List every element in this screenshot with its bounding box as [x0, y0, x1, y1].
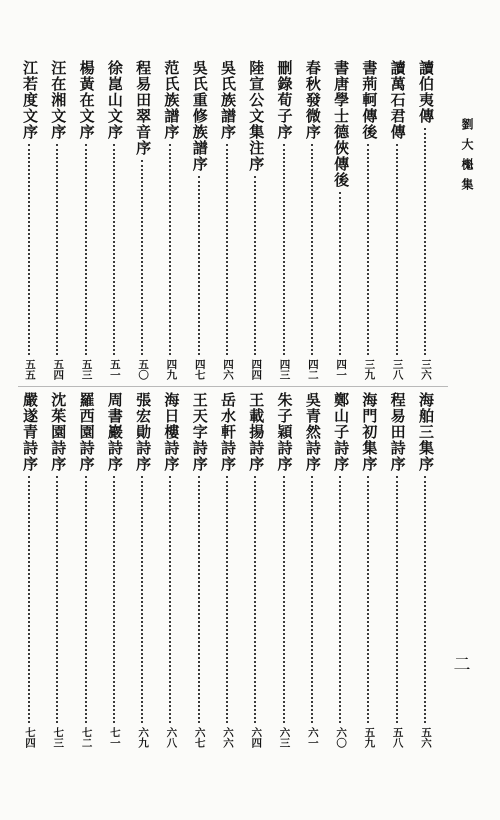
toc-entry	[273, 392, 297, 748]
toc-entry	[357, 392, 381, 748]
toc-entry-title: 沈茱園詩序	[49, 392, 68, 472]
toc-entry-page-number: 五三	[80, 359, 93, 380]
toc-entry	[244, 392, 268, 748]
toc-entry-page-number: 七一	[108, 727, 121, 748]
toc-leader-dots	[339, 476, 343, 723]
toc-leader-dots	[56, 476, 60, 723]
toc-entry	[18, 392, 42, 748]
toc-entry-page-number: 五九	[363, 727, 376, 748]
toc-entry-title: 嚴遂青詩序	[21, 392, 39, 472]
toc-entry-title: 楊黃在文序	[77, 60, 96, 140]
toc-leader-dots	[226, 144, 230, 355]
toc-leader-dots	[28, 144, 32, 355]
toc-leader-dots	[169, 144, 173, 355]
toc-entry	[244, 60, 268, 380]
toc-entry-page-number: 四一	[335, 359, 348, 380]
toc-leader-dots	[56, 144, 60, 355]
toc-lower-block	[18, 392, 438, 748]
toc-entry	[188, 392, 212, 748]
toc-entry-page-number: 七四	[24, 727, 36, 748]
toc-entry	[329, 60, 353, 380]
toc-entry-title: 鄭山子詩序	[332, 392, 351, 472]
toc-entry-page-number: 四四	[250, 359, 263, 380]
toc-leader-dots	[424, 476, 428, 723]
toc-leader-dots	[85, 144, 89, 355]
toc-entry-page-number: 七三	[52, 727, 65, 748]
toc-entry-page-number: 六九	[137, 727, 150, 748]
toc-entry-title: 海門初集序	[360, 392, 379, 472]
toc-entry-title: 春秋發微序	[303, 60, 322, 140]
toc-entry-page-number: 三九	[363, 359, 376, 380]
toc-entry-title: 周書巖詩序	[105, 392, 124, 472]
toc-entry	[329, 392, 353, 748]
toc-entry	[75, 392, 99, 748]
toc-entry-page-number: 六一	[306, 727, 319, 748]
toc-entry	[159, 60, 183, 380]
toc-leader-dots	[141, 160, 145, 355]
toc-leader-dots	[283, 476, 287, 723]
toc-entry-title: 羅西園詩序	[77, 392, 96, 472]
toc-leader-dots	[85, 476, 89, 723]
toc-leader-dots	[424, 128, 428, 355]
toc-leader-dots	[113, 476, 117, 723]
toc-entry-title: 吳氏重修族譜序	[190, 60, 209, 172]
toc-entry-title: 汪在湘文序	[49, 60, 68, 140]
toc-upper-columns	[18, 60, 438, 380]
toc-leader-dots	[198, 176, 202, 355]
toc-entry-page-number: 六八	[165, 727, 178, 748]
toc-leader-dots	[113, 144, 117, 355]
toc-entry	[18, 60, 42, 380]
toc-entry	[131, 392, 155, 748]
toc-upper-block	[18, 60, 438, 380]
toc-entry	[46, 60, 70, 380]
toc-entry	[386, 392, 410, 748]
toc-leader-dots	[254, 476, 258, 723]
toc-leader-dots	[169, 476, 173, 723]
toc-entry-page-number: 五一	[108, 359, 121, 380]
toc-entry-title: 陸宣公文集注序	[247, 60, 266, 172]
toc-entry-page-number: 五四	[52, 359, 65, 380]
toc-entry-title: 范氏族譜序	[162, 60, 181, 140]
toc-entry-title: 王天字詩序	[190, 392, 209, 472]
toc-entry	[131, 60, 155, 380]
toc-leader-dots	[396, 476, 400, 723]
toc-entry-page-number: 五五	[24, 359, 36, 380]
toc-leader-dots	[367, 476, 371, 723]
toc-entry	[414, 60, 438, 380]
toc-entry-page-number: 七二	[80, 727, 93, 748]
toc-entry	[46, 392, 70, 748]
toc-entry-page-number: 六〇	[335, 727, 348, 748]
toc-entry-page-number: 四七	[193, 359, 206, 380]
toc-leader-dots	[339, 192, 343, 355]
toc-entry-title: 程易田翠音序	[134, 60, 153, 156]
section-divider	[18, 386, 448, 387]
toc-entry-title: 讀伯夷傳	[416, 60, 435, 124]
toc-entry-page-number: 五六	[419, 727, 432, 748]
toc-entry-title: 刪錄荀子序	[275, 60, 294, 140]
toc-leader-dots	[367, 144, 371, 355]
page-folio-number: 二	[453, 655, 471, 675]
toc-entry-title: 書荊軻傳後	[360, 60, 379, 140]
toc-leader-dots	[311, 476, 315, 723]
toc-leader-dots	[141, 476, 145, 723]
toc-entry-page-number: 三六	[419, 359, 432, 380]
toc-entry-title: 讀萬石君傳	[388, 60, 407, 140]
toc-entry-title: 海舶三集序	[416, 392, 435, 472]
toc-leader-dots	[198, 476, 202, 723]
toc-entry	[103, 392, 127, 748]
toc-entry-title: 岳水軒詩序	[218, 392, 237, 472]
toc-leader-dots	[28, 476, 32, 723]
toc-entry-page-number: 五八	[391, 727, 404, 748]
toc-entry-page-number: 六六	[221, 727, 234, 748]
toc-entry-title: 張宏勛詩序	[134, 392, 153, 472]
toc-leader-dots	[396, 144, 400, 355]
toc-entry	[301, 60, 325, 380]
toc-leader-dots	[254, 176, 258, 355]
toc-entry	[103, 60, 127, 380]
toc-entry-title: 吳氏族譜序	[218, 60, 237, 140]
toc-entry-title: 王載揚詩序	[247, 392, 266, 472]
toc-entry-page-number: 四二	[306, 359, 319, 380]
toc-entry	[159, 392, 183, 748]
toc-entry	[386, 60, 410, 380]
toc-entry-title: 吳青然詩序	[303, 392, 322, 472]
toc-entry-title: 程易田詩序	[388, 392, 407, 472]
toc-entry-page-number: 四六	[221, 359, 234, 380]
toc-entry-page-number: 六七	[193, 727, 206, 748]
toc-entry-title: 朱子穎詩序	[275, 392, 294, 472]
toc-entry-page-number: 四九	[165, 359, 178, 380]
toc-entry	[301, 392, 325, 748]
toc-entry-page-number: 六三	[278, 727, 291, 748]
toc-entry-page-number: 三八	[391, 359, 404, 380]
toc-entry-page-number: 六四	[250, 727, 263, 748]
toc-entry-title: 江若度文序	[21, 60, 39, 140]
running-header-book-title: 劉大櫆集	[460, 118, 474, 198]
toc-entry-page-number: 五〇	[137, 359, 150, 380]
toc-entry	[75, 60, 99, 380]
toc-leader-dots	[311, 144, 315, 355]
toc-entry	[216, 392, 240, 748]
toc-leader-dots	[226, 476, 230, 723]
toc-entry-title: 書唐學士德俠傳後	[332, 60, 351, 188]
toc-leader-dots	[283, 144, 287, 355]
toc-entry-title: 海日樓詩序	[162, 392, 181, 472]
toc-entry-title: 徐崑山文序	[105, 60, 124, 140]
toc-entry	[357, 60, 381, 380]
toc-entry	[216, 60, 240, 380]
toc-entry-page-number: 四三	[278, 359, 291, 380]
toc-entry	[188, 60, 212, 380]
toc-entry	[414, 392, 438, 748]
toc-lower-columns	[18, 392, 438, 748]
toc-entry	[273, 60, 297, 380]
